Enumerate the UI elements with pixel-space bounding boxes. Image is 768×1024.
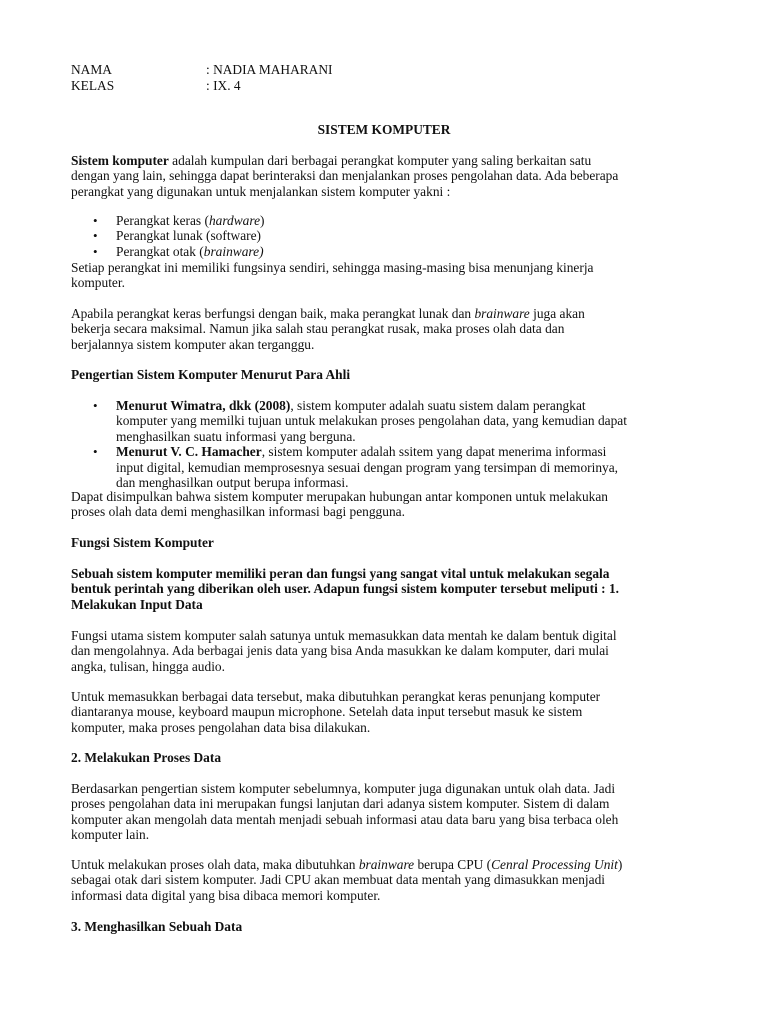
student-class-row xyxy=(71,78,241,93)
name-label: NAMA xyxy=(71,62,112,77)
after-list-paragraph: Setiap perangkat ini memiliki fungsinya sendiri, sehingga masing-masing bisa menunjang kinerja komputer. xyxy=(71,260,594,291)
intro-line-2: dengan yang lain, sehingga dapat berinteraksi dan menjalankan proses pengolahan data. Ada beberapa xyxy=(71,168,619,184)
list-item: • Perangkat otak (brainware) xyxy=(93,244,713,259)
intro-term: Sistem komputer xyxy=(71,153,169,168)
section-heading-functions: Fungsi Sistem Komputer xyxy=(71,535,214,550)
list-item: • Menurut Wimatra, dkk (2008), sistem komputer adalah suatu sistem dalam perangkat komputer yang memilki tujuan untuk melakukan proses pengolahan data, yang kemudian dapat menghasilkan suatu informasi yang berguna. xyxy=(93,398,713,444)
paragraph-hardware-software: Apabila perangkat keras berfungsi dengan baik, maka perangkat lunak dan brainware juga akan bekerja secara maksimal. Namun jika salah stau perangkat rusak, maka proses olah data dan berjalannya sistem komputer akan terganggu. xyxy=(71,306,585,352)
class-value: : IX. 4 xyxy=(206,78,241,93)
paragraph-process-2: Untuk melakukan proses olah data, maka dibutuhkan brainware berupa CPU (Cenral Processing Unit) sebagai otak dari sistem komputer. Jadi CPU akan membuat data mentah yang dimasukkan menjadi informasi data digital yang bisa dibaca memori komputer. xyxy=(71,857,623,903)
device-list xyxy=(93,213,713,259)
name-value: : NADIA MAHARANI xyxy=(206,62,333,77)
intro-paragraph xyxy=(71,153,701,199)
student-name-row xyxy=(71,62,332,77)
paragraph-input-2: Untuk memasukkan berbagai data tersebut, maka dibutuhkan perangkat keras penunjang komputer diantaranya mouse, keyboard maupun microphone. Setelah data input tersebut masuk ke sistem komputer, maka proses pengolahan data bisa dilakukan. xyxy=(71,689,601,735)
experts-conclusion: Dapat disimpulkan bahwa sistem komputer merupakan hubungan antar komponen untuk melakukan proses olah data demi menghasilkan informasi bagi pengguna. xyxy=(71,489,608,520)
subheading-process-data: 2. Melakukan Proses Data xyxy=(71,750,222,765)
section-heading-experts: Pengertian Sistem Komputer Menurut Para Ahli xyxy=(71,367,351,382)
paragraph-process-1: Berdasarkan pengertian sistem komputer sebelumnya, komputer juga digunakan untuk olah data. Jadi proses pengolahan data ini merupakan fungsi lanjutan dari adanya sistem komputer. Sistem di dalam komputer akan mengolah data mentah menjadi sebuah informasi atau data baru yang bisa terbaca oleh komputer lain. xyxy=(71,781,619,843)
list-item: • Menurut V. C. Hamacher, sistem komputer adalah ssitem yang dapat menerima informasi input digital, kemudian memprosesnya sesuai dengan program yang tersimpan di memorinya, dan menghasilkan output berupa informasi. xyxy=(93,444,713,490)
document-title: SISTEM KOMPUTER xyxy=(317,122,451,137)
experts-list xyxy=(93,398,713,490)
subheading-output-data: 3. Menghasilkan Sebuah Data xyxy=(71,919,243,934)
class-label: KELAS xyxy=(71,78,115,93)
list-item: • Perangkat keras (hardware) xyxy=(93,213,713,228)
paragraph-input-1: Fungsi utama sistem komputer salah satunya untuk memasukkan data mentah ke dalam bentuk digital dan mengolahnya. Ada berbagai jenis data yang bisa Anda masukkan ke dalam komputer, dari mulai angka, tulisan, hingga audio. xyxy=(71,628,617,674)
functions-intro-bold: Sebuah sistem komputer memiliki peran dan fungsi yang sangat vital untuk melakukan segala bentuk perintah yang diberikan oleh user. Adapun fungsi sistem komputer tersebut meliputi : 1. Melakukan Input Data xyxy=(71,566,619,612)
intro-line-3: perangkat yang digunakan untuk menjalankan sistem komputer yakni : xyxy=(71,183,451,199)
list-item: • Perangkat lunak (software) xyxy=(93,228,713,243)
intro-line-1: adalah kumpulan dari berbagai perangkat komputer yang saling berkaitan satu xyxy=(168,153,592,168)
